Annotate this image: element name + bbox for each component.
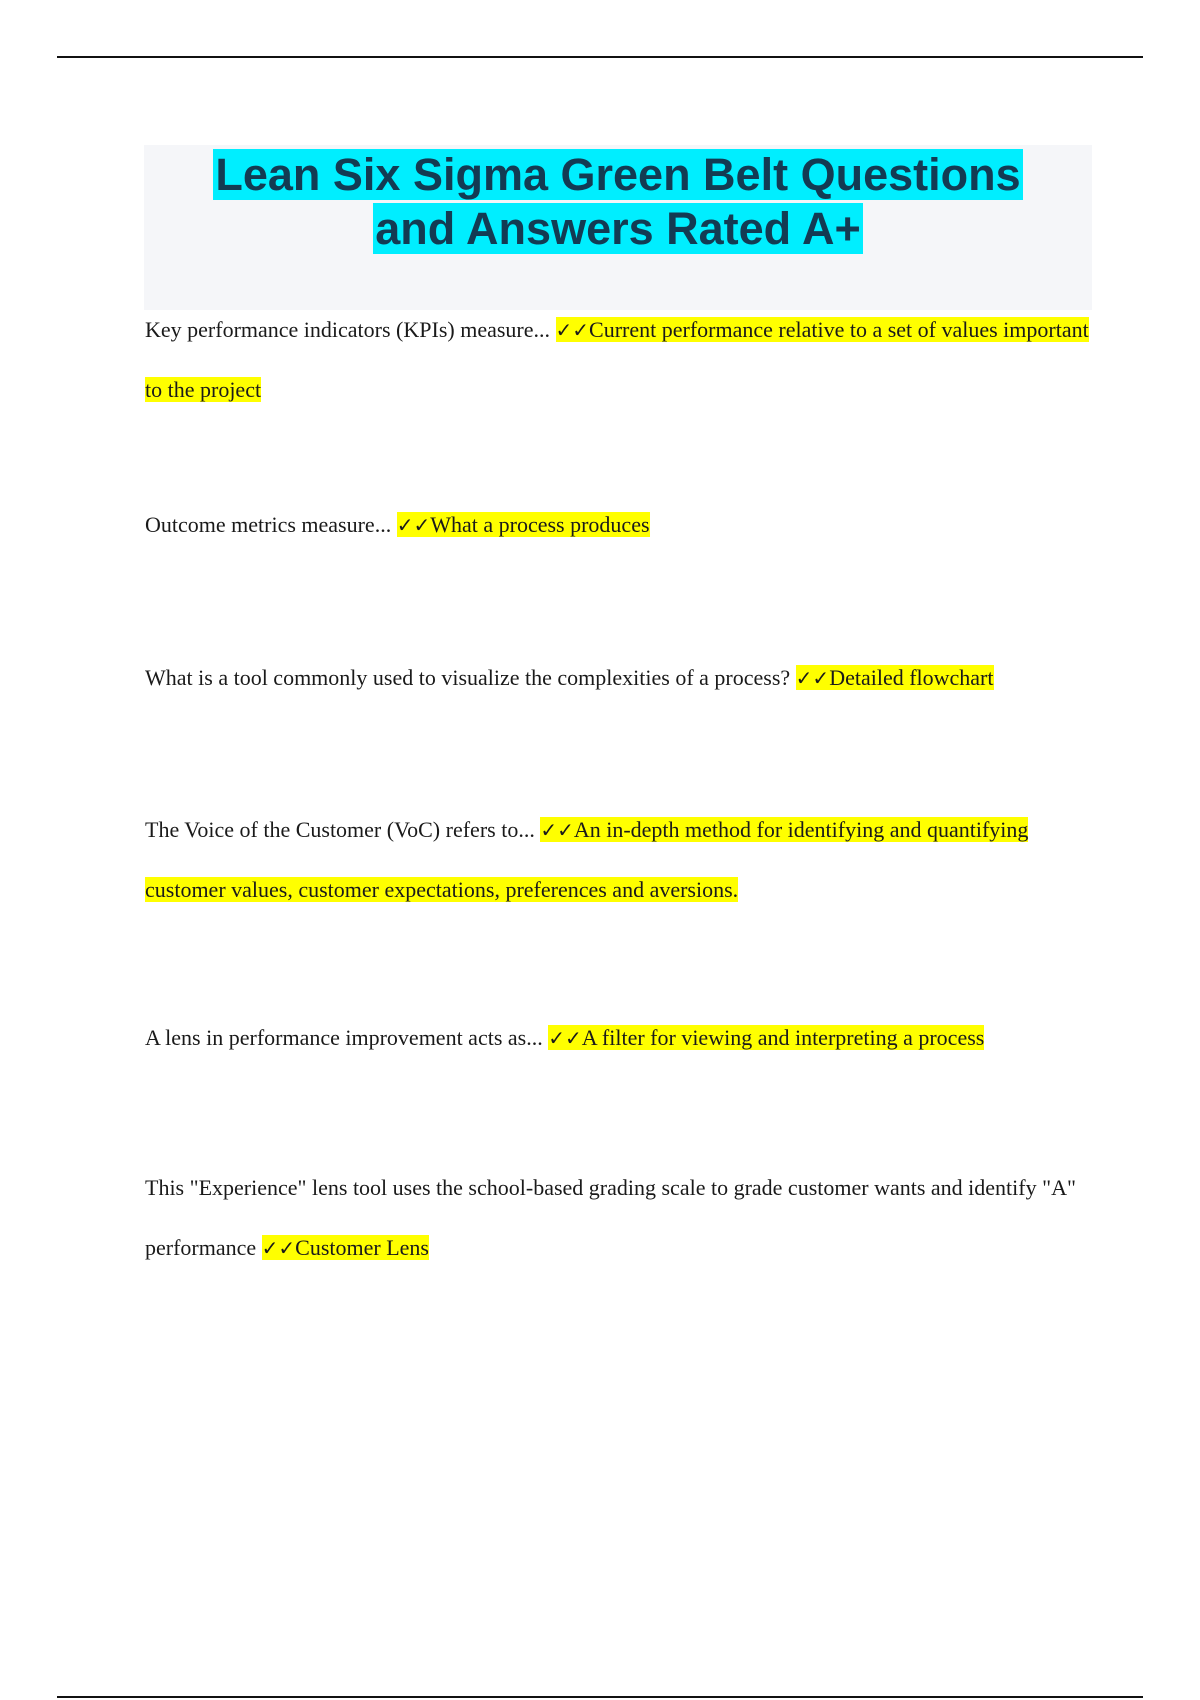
qa-item-3: [145, 648, 1095, 708]
answer-text: Detailed flowchart: [829, 665, 994, 690]
answer-highlight: [548, 1025, 984, 1050]
answer-text: An in-depth method for identifying and quantifying customer values, customer expectations, preferences and aversions.: [145, 817, 1029, 902]
double-check-icon: ✓✓: [555, 318, 590, 342]
qa-item-1: [145, 300, 1095, 420]
question-text: What is a tool commonly used to visualize the complexities of a process?: [145, 665, 791, 690]
question-text: This "Experience" lens tool uses the school-based grading scale to grade customer wants and identify "A" performance: [145, 1175, 1076, 1260]
title-line-1: Lean Six Sigma Green Belt Questions: [215, 149, 1021, 200]
double-check-icon: ✓✓: [548, 1026, 582, 1050]
double-check-icon: ✓✓: [540, 818, 574, 842]
document-title: [144, 145, 1092, 256]
answer-text: What a process produces: [430, 512, 650, 537]
answer-highlight: [796, 665, 994, 690]
double-check-icon: ✓✓: [261, 1236, 296, 1260]
question-text: Key performance indicators (KPIs) measure...: [145, 317, 551, 342]
question-text: Outcome metrics measure...: [145, 512, 392, 537]
question-text: A lens in performance improvement acts as...: [145, 1025, 543, 1050]
double-check-icon: ✓✓: [396, 513, 431, 537]
qa-item-5: [145, 1008, 1095, 1068]
answer-text: Customer Lens: [295, 1235, 429, 1260]
footer-rule: [57, 1696, 1143, 1698]
qa-item-2: [145, 495, 1095, 555]
title-block: [144, 145, 1092, 310]
title-line-2: and Answers Rated A+: [375, 203, 861, 254]
header-rule: [57, 56, 1143, 58]
answer-highlight: [397, 512, 650, 537]
answer-highlight: [262, 1235, 429, 1260]
question-text: The Voice of the Customer (VoC) refers to...: [145, 817, 535, 842]
answer-text: A filter for viewing and interpreting a process: [581, 1025, 985, 1050]
answer-text: Current performance relative to a set of values important to the project: [145, 317, 1089, 402]
qa-item-6: [145, 1158, 1095, 1278]
qa-list: [145, 300, 1095, 1278]
qa-item-4: [145, 800, 1095, 920]
double-check-icon: ✓✓: [795, 666, 830, 690]
